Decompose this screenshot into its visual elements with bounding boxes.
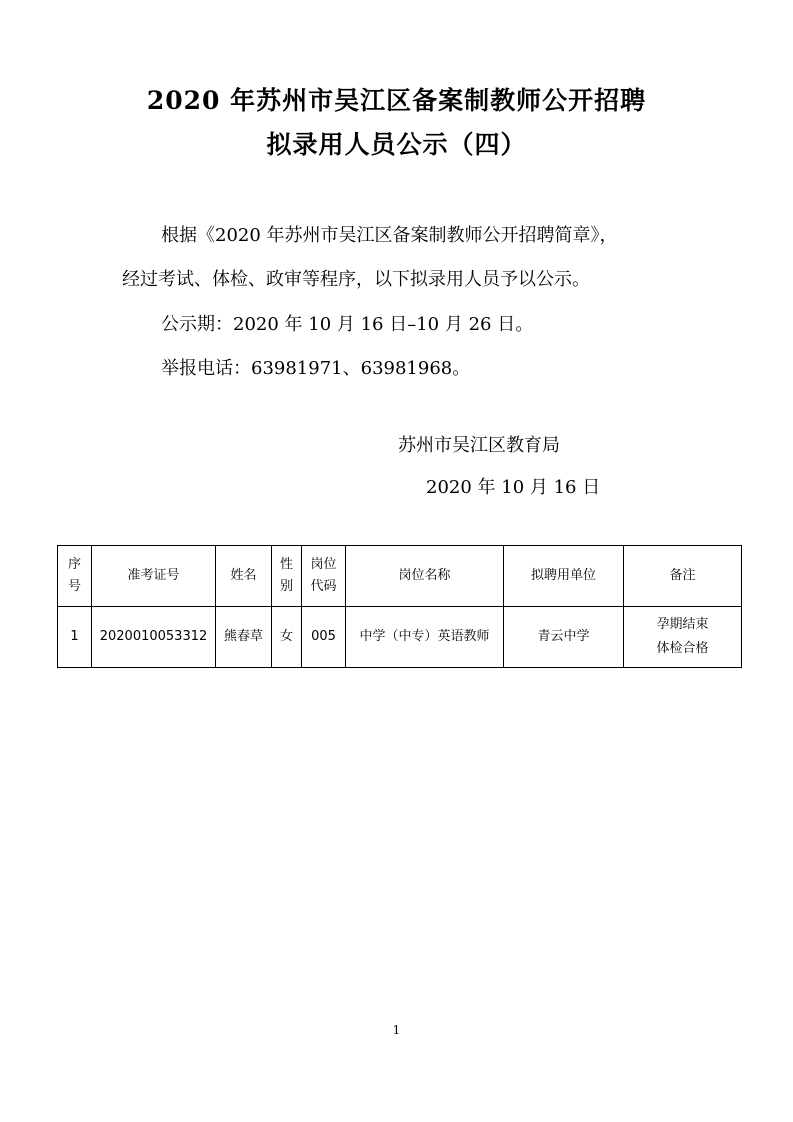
header-cell-note: 备注: [624, 546, 742, 607]
cell-note: [624, 607, 742, 668]
notice-title-line2: 拟录用人员公示（四）: [266, 130, 527, 159]
header-cell-pos-name: 岗位名称: [346, 546, 504, 607]
table-header-row: [58, 546, 742, 607]
note-line: 体检合格: [656, 641, 709, 656]
notice-title-line1: 2020 年苏州市吴江区备案制教师公开招聘: [146, 86, 647, 115]
header-cell-unit: 拟聘用单位: [504, 546, 624, 607]
cell-pos-name: 中学（中专）英语教师: [346, 607, 504, 668]
cell-pos-code: 005: [302, 607, 346, 668]
page-number: 1: [392, 1023, 401, 1037]
header-cell-exam-id: 准考证号: [92, 546, 216, 607]
note-line: 孕期结束: [656, 617, 709, 632]
header-cell-pos-code: 岗位代码: [302, 546, 346, 607]
signature-date: 2020 年 10 月 16 日: [426, 477, 601, 498]
header-cell-name: 姓名: [216, 546, 272, 607]
cell-name: 熊春草: [216, 607, 272, 668]
body-paragraph-period: 公示期：2020 年 10 月 16 日–10 月 26 日。: [161, 314, 534, 335]
header-cell-no: 序号: [58, 546, 92, 607]
body-paragraph-process: 经过考试、体检、政审等程序，以下拟录用人员予以公示。: [122, 269, 590, 290]
cell-unit: 青云中学: [504, 607, 624, 668]
header-cell-gender: 性别: [272, 546, 302, 607]
body-paragraph-basis: 根据《2020 年苏州市吴江区备案制教师公开招聘简章》，: [161, 225, 618, 246]
signature-organization: 苏州市吴江区教育局: [398, 435, 560, 456]
candidate-table: [57, 545, 742, 668]
cell-gender: 女: [272, 607, 302, 668]
table-row: [58, 607, 742, 668]
body-paragraph-hotline: 举报电话：63981971、63981968。: [161, 358, 471, 379]
cell-no: 1: [58, 607, 92, 668]
cell-exam-id: 2020010053312: [92, 607, 216, 668]
